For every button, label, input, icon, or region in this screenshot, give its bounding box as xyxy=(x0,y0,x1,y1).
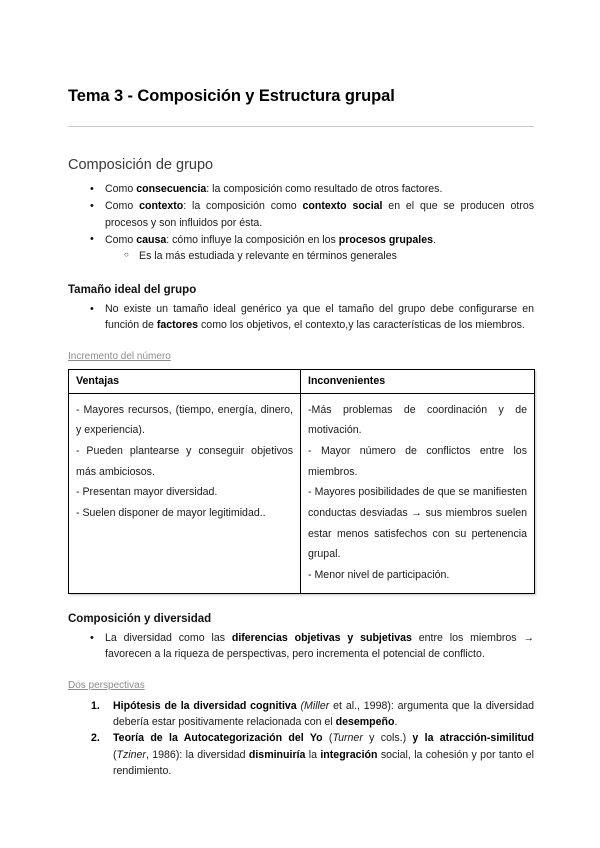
bullet-text-post: . xyxy=(432,233,436,246)
bullet-text-bold: causa xyxy=(136,233,167,246)
list-composicion-y-diversidad xyxy=(68,630,534,663)
item-text-end: social, la cohesión y por tanto el rendimiento. xyxy=(113,748,535,777)
cell-line: - Presentan mayor diversidad. xyxy=(76,486,218,499)
item-text-mid-2: la xyxy=(305,748,321,761)
item-paren-open: ( xyxy=(322,732,333,745)
bullet-text-pre: No existe un tamaño ideal genérico ya que el tamaño del grupo debe configurarse en función de xyxy=(105,303,534,332)
bullet-text-bold-2: procesos grupales xyxy=(338,233,433,246)
title-divider xyxy=(68,126,534,127)
table-cell-inconvenientes xyxy=(301,393,535,593)
cell-line: -Más problemas de coordinación y de motivación. xyxy=(308,403,527,437)
list-dos-perspectivas xyxy=(68,698,534,780)
item-bold: Teoría de la Autocategorización del Yo xyxy=(113,732,323,745)
list-item xyxy=(105,181,534,197)
bullet-text-post: en el que se producen otros procesos y son influidos por ésta. xyxy=(105,200,535,229)
cell-line: - Pueden plantearse y conseguir objetivos más ambiciosos. xyxy=(76,445,293,478)
item-bold-3: disminuiría xyxy=(248,748,306,761)
bullet-text-bold: factores xyxy=(156,319,199,332)
bullet-text-bold-2: contexto social xyxy=(302,200,383,213)
bullet-text-post: como los objetivos, el contexto,y las características de los miembros. xyxy=(198,319,525,332)
item-bold: Hipótesis de la diversidad cognitiva xyxy=(113,699,297,712)
heading-tamano-ideal-del-grupo: Tamaño ideal del grupo xyxy=(68,283,197,296)
table-ventajas-inconvenientes xyxy=(68,369,535,594)
page-title: Tema 3 - Composición y Estructura grupal xyxy=(68,87,395,105)
cell-line: - Mayores recursos, (tiempo, energía, dinero, y experiencia). xyxy=(76,403,293,437)
table-header-row xyxy=(69,369,535,393)
cell-line: - Suelen disponer de mayor legitimidad.. xyxy=(76,506,266,519)
document-content xyxy=(68,86,534,779)
bullet-text-mid: : cómo influye la composición en los xyxy=(166,233,339,246)
table-header-ventajas: Ventajas xyxy=(69,369,301,393)
item-bold-2: y la atracción-similitud xyxy=(406,732,534,745)
cell-line: - Menor nivel de participación. xyxy=(308,568,450,581)
item-paren-rest: y cols.) xyxy=(362,732,407,745)
bullet-text-post: : la composición como resultado de otros factores. xyxy=(206,183,443,195)
list-item xyxy=(105,198,534,231)
heading-composicion-y-diversidad: Composición y diversidad xyxy=(68,612,212,625)
item-bold-2: desempeño xyxy=(335,716,395,729)
bullet-text-bold: consecuencia xyxy=(136,183,207,195)
list-composicion-de-grupo xyxy=(68,181,534,265)
bullet-text-pre: Como xyxy=(105,183,137,195)
item-italic-citation: (Miller xyxy=(300,699,330,712)
item-text-mid: et al., 1998): argumenta que la diversidad debería estar positivamente relacionada con el xyxy=(113,699,534,729)
bullet-text-pre: Como xyxy=(105,200,140,213)
sub-list xyxy=(105,248,534,264)
heading-composicion-de-grupo: Composición de grupo xyxy=(68,157,214,174)
table-header-inconvenientes: Inconvenientes xyxy=(301,369,535,393)
caption-incremento-del-numero: Incremento del número xyxy=(68,350,171,362)
list-item xyxy=(105,232,534,265)
item-paren-open-2: ( xyxy=(113,748,117,761)
table-row xyxy=(69,393,535,593)
list-item xyxy=(113,730,534,779)
item-text-mid: , 1986): la diversidad xyxy=(145,748,249,761)
item-italic-citation-2: Tziner xyxy=(116,748,146,761)
table-cell-ventajas xyxy=(69,393,301,593)
list-item xyxy=(113,698,534,731)
cell-line: - Mayor número de conflictos entre los miembros. xyxy=(308,445,527,478)
list-item xyxy=(105,301,534,334)
item-bold-4: integración xyxy=(320,748,378,761)
bullet-text-bold: diferencias objetivas y subjetivas xyxy=(231,632,412,645)
item-text-end: . xyxy=(394,716,398,729)
caption-dos-perspectivas: Dos perspectivas xyxy=(68,679,145,691)
bullet-text-mid: : la composición como xyxy=(183,200,303,213)
list-item xyxy=(105,630,534,663)
item-italic-citation: Turner xyxy=(332,732,363,745)
bullet-text-post: entre los miembros → favorecen a la riqueza de perspectivas, pero incrementa el potencial de conflicto. xyxy=(105,632,535,661)
bullet-text-pre: Como xyxy=(105,233,137,246)
list-tamano-ideal xyxy=(68,301,534,334)
bullet-text-bold: contexto xyxy=(139,200,184,213)
bullet-text-pre: La diversidad como las xyxy=(105,632,232,645)
sub-list-item: ○ Es la más estudiada y relevante en términos generales xyxy=(139,248,534,264)
cell-line: - Mayores posibilidades de que se manifiesten conductas desviadas → sus miembros suelen estar menos satisfechos con su pertenencia grupal. xyxy=(308,486,527,561)
